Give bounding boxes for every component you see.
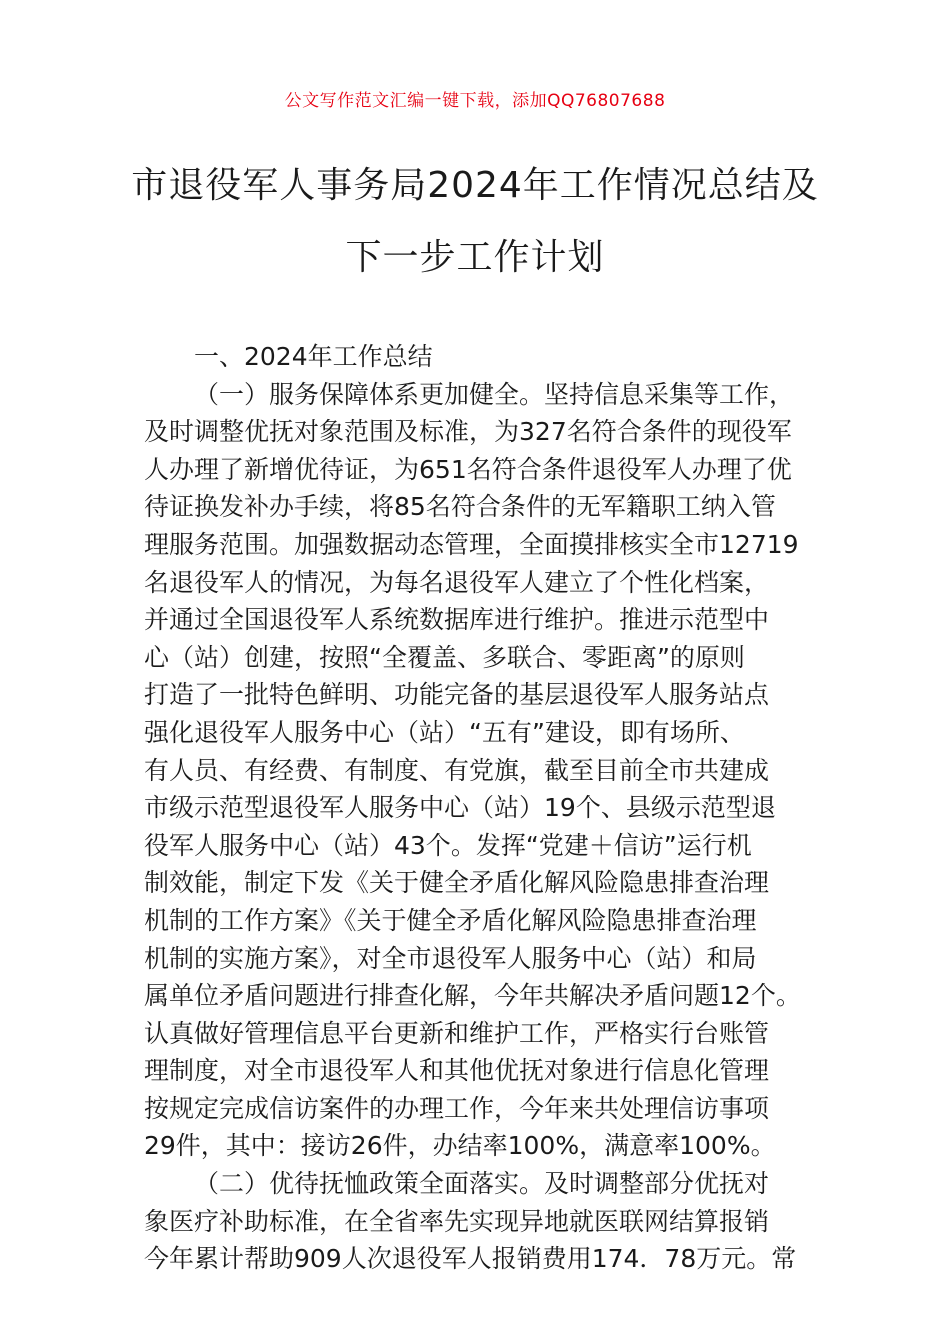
text-line: 并通过全国退役军人系统数据库进行维护。推进示范型中 <box>144 605 770 635</box>
text-line: 属单位矛盾问题进行排查化解，今年共解决矛盾问题12个。 <box>144 981 801 1011</box>
text-line: 打造了一批特色鲜明、功能完备的基层退役军人服务站点 <box>144 680 770 710</box>
text-line: （二）优待抚恤政策全面落实。及时调整部分优抚对 <box>194 1169 770 1199</box>
text-line: 今年累计帮助909人次退役军人报销费用174．78万元。常 <box>144 1244 797 1274</box>
text-line: 强化退役军人服务中心（站）“五有”建设，即有场所、 <box>144 717 745 747</box>
text-line: 名退役军人的情况，为每名退役军人建立了个性化档案， <box>144 567 770 597</box>
text-line: 人办理了新增优待证，为651名符合条件退役军人办理了优 <box>144 454 792 484</box>
text-line: 机制的实施方案》，对全市退役军人服务中心（站）和局 <box>144 943 757 973</box>
header-promo-note: 公文写作范文汇编一键下载，添加QQ76807688 <box>284 91 666 111</box>
document-title <box>0 150 950 294</box>
text-line: 理服务范围。加强数据动态管理，全面摸排核实全市12719 <box>144 529 799 559</box>
title-line-2: 下一步工作计划 <box>345 237 605 278</box>
text-line: 心（站）创建，按照“全覆盖、多联合、零距离”的原则 <box>144 642 745 672</box>
text-line: 按规定完成信访案件的办理工作，今年来共处理信访事项 <box>144 1093 770 1123</box>
text-line: （一）服务保障体系更加健全。坚持信息采集等工作， <box>194 379 795 409</box>
paragraph-service-system <box>144 376 806 1165</box>
text-line: 制效能，制定下发《关于健全矛盾化解风险隐患排查治理 <box>144 868 770 898</box>
title-line-1: 市退役军人事务局2024年工作情况总结及 <box>131 165 819 206</box>
text-line: 理制度，对全市退役军人和其他优抚对象进行信息化管理 <box>144 1056 770 1086</box>
paragraph-preferential-policy <box>144 1165 806 1278</box>
text-line: 市级示范型退役军人服务中心（站）19个、县级示范型退 <box>144 793 776 823</box>
text-line: 29件，其中：接访26件，办结率100%，满意率100%。 <box>144 1131 776 1161</box>
text-line: 役军人服务中心（站）43个。发挥“党建＋信访”运行机 <box>144 830 752 860</box>
text-line: 及时调整优抚对象范围及标准，为327名符合条件的现役军 <box>144 417 792 447</box>
section-heading: 一、2024年工作总结 <box>194 342 433 371</box>
text-line: 象医疗补助标准，在全省率先实现异地就医联网结算报销 <box>144 1206 770 1236</box>
text-line: 机制的工作方案》《关于健全矛盾化解风险隐患排查治理 <box>144 905 757 935</box>
text-line: 认真做好管理信息平台更新和维护工作，严格实行台账管 <box>144 1018 770 1048</box>
text-line: 待证换发补办手续，将85名符合条件的无军籍职工纳入管 <box>144 492 776 522</box>
text-line: 有人员、有经费、有制度、有党旗，截至目前全市共建成 <box>144 755 770 785</box>
document-body <box>144 338 806 1278</box>
